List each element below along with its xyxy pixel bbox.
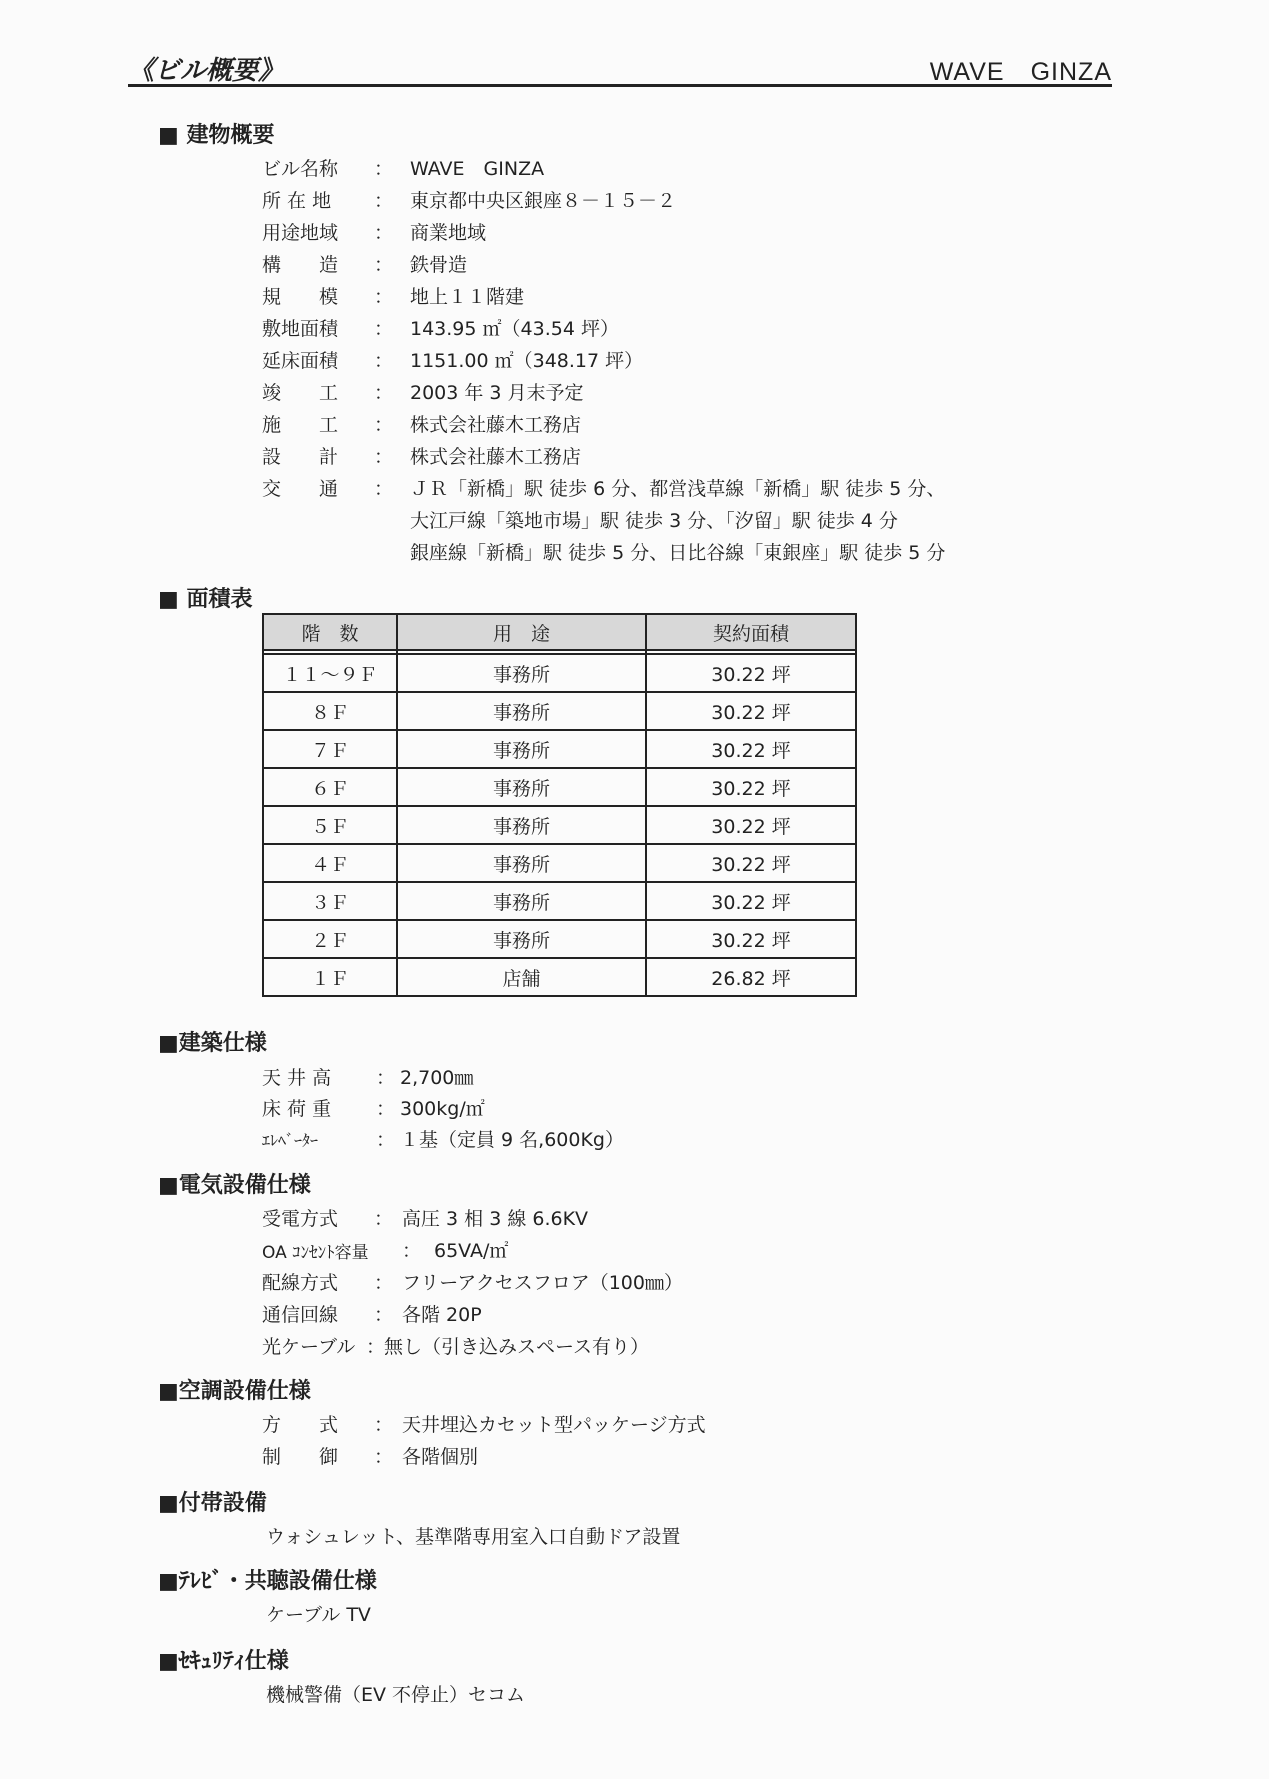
section-ancillary: ■付帯設備 <box>158 1491 267 1516</box>
spec-value: ＪＲ「新橋」駅 徒歩 6 分、都営浅草線「新橋」駅 徒歩 5 分、 <box>410 478 946 500</box>
table-header-row <box>263 614 856 650</box>
spec-label: 用途地域 <box>262 222 339 244</box>
table-row <box>263 882 856 920</box>
use-cell: 事務所 <box>397 654 646 692</box>
table-row <box>263 692 856 730</box>
spec-value: 地上１１階建 <box>410 286 525 308</box>
security-text: 機械警備（EV 不停止）セコム <box>266 1684 526 1706</box>
header-floor: 階 数 <box>263 614 397 650</box>
floor-cell: ４Ｆ <box>263 844 397 882</box>
colon: ： <box>374 318 394 340</box>
spec-label: 通信回線 <box>262 1304 339 1326</box>
use-cell: 店舗 <box>397 958 646 996</box>
spec-value: １基（定員 9 名,600Kg） <box>400 1129 624 1151</box>
spec-label: 施 工 <box>262 414 339 436</box>
spec-value: 鉄骨造 <box>410 254 468 276</box>
floor-cell: １Ｆ <box>263 958 397 996</box>
spec-value: WAVE GINZA <box>410 158 545 180</box>
section-tv: ■ﾃﾚﾋﾞ・共聴設備仕様 <box>158 1569 377 1594</box>
use-cell: 事務所 <box>397 920 646 958</box>
area-cell: 30.22 坪 <box>646 806 856 844</box>
spec-label: 天 井 高 <box>262 1067 332 1089</box>
building-name-header: WAVE GINZA <box>929 58 1112 86</box>
colon: ： <box>376 1067 396 1089</box>
table-row <box>263 920 856 958</box>
spec-value: 各階個別 <box>402 1446 479 1468</box>
spec-label: 所 在 地 <box>262 190 332 212</box>
colon: ： <box>374 254 394 276</box>
ancillary-text: ウォシュレット、基準階専用室入口自動ドア設置 <box>266 1526 681 1548</box>
use-cell: 事務所 <box>397 768 646 806</box>
colon: ： <box>376 1098 396 1120</box>
section-area-table: ■ 面積表 <box>158 587 253 612</box>
colon: ： <box>374 1446 394 1468</box>
area-cell: 30.22 坪 <box>646 768 856 806</box>
colon: ： <box>374 478 394 500</box>
colon: ： <box>374 190 394 212</box>
spec-value: 2003 年 3 月末予定 <box>410 382 584 404</box>
spec-value: 65VA/㎡ <box>434 1240 509 1262</box>
spec-label: 床 荷 重 <box>262 1098 332 1120</box>
spec-label: 配線方式 <box>262 1272 339 1294</box>
spec-value: 各階 20P <box>402 1304 482 1326</box>
spec-value: 天井埋込カセット型パッケージ方式 <box>402 1414 706 1436</box>
table-row <box>263 958 856 996</box>
transport-text: 大江戸線「築地市場」駅 徒歩 3 分、「汐留」駅 徒歩 4 分 <box>410 510 898 532</box>
spec-value: 2,700㎜ <box>400 1067 474 1089</box>
section-electrical: ■電気設備仕様 <box>158 1173 311 1198</box>
spec-label: 敷地面積 <box>262 318 339 340</box>
tv-text: ケーブル TV <box>266 1604 371 1626</box>
use-cell: 事務所 <box>397 844 646 882</box>
colon: ： <box>374 350 394 372</box>
spec-label: ビル名称 <box>262 158 339 180</box>
spec-label: 竣 工 <box>262 382 339 404</box>
use-cell: 事務所 <box>397 882 646 920</box>
floor-cell: ２Ｆ <box>263 920 397 958</box>
table-row <box>263 844 856 882</box>
floor-cell: ５Ｆ <box>263 806 397 844</box>
colon: ： <box>402 1240 422 1262</box>
floor-cell: ３Ｆ <box>263 882 397 920</box>
area-cell: 30.22 坪 <box>646 882 856 920</box>
spec-label: 規 模 <box>262 286 339 308</box>
table-row <box>263 806 856 844</box>
area-cell: 30.22 坪 <box>646 730 856 768</box>
spec-value: 株式会社藤木工務店 <box>410 446 582 468</box>
floor-cell: １１～９Ｆ <box>263 654 397 692</box>
colon: ： <box>374 446 394 468</box>
spec-label: 設 計 <box>262 446 339 468</box>
section-security: ■ｾｷｭﾘﾃｨ仕様 <box>158 1649 289 1674</box>
spec-label: OA ｺﾝｾﾝﾄ容量 <box>262 1243 369 1263</box>
area-cell: 30.22 坪 <box>646 920 856 958</box>
colon: ： <box>374 1304 394 1326</box>
spec-value: 商業地域 <box>410 222 487 244</box>
spec-value: 1151.00 ㎡（348.17 坪） <box>410 350 644 372</box>
page-header <box>128 48 1112 87</box>
floor-cell: ６Ｆ <box>263 768 397 806</box>
spec-label: 構 造 <box>262 254 339 276</box>
spec-label: 延床面積 <box>262 350 339 372</box>
colon: ： <box>374 286 394 308</box>
spec-value: 株式会社藤木工務店 <box>410 414 582 436</box>
colon: ： <box>374 1208 394 1230</box>
area-cell: 30.22 坪 <box>646 654 856 692</box>
header-use: 用 途 <box>397 614 646 650</box>
colon: ： <box>366 1336 386 1358</box>
colon: ： <box>374 414 394 436</box>
area-table <box>262 613 857 997</box>
use-cell: 事務所 <box>397 806 646 844</box>
table-row <box>263 730 856 768</box>
table-row <box>263 768 856 806</box>
colon: ： <box>374 158 394 180</box>
area-cell: 30.22 坪 <box>646 844 856 882</box>
header-area: 契約面積 <box>646 614 856 650</box>
use-cell: 事務所 <box>397 692 646 730</box>
section-building-overview: ■ 建物概要 <box>158 123 275 148</box>
spec-value: 東京都中央区銀座８－１５－２ <box>410 190 677 212</box>
spec-label: 交 通 <box>262 478 339 500</box>
area-cell: 30.22 坪 <box>646 692 856 730</box>
colon: ： <box>374 1272 394 1294</box>
spec-label: 受電方式 <box>262 1208 339 1230</box>
table-row <box>263 654 856 692</box>
area-cell: 26.82 坪 <box>646 958 856 996</box>
spec-label: 光ケーブル <box>262 1336 356 1358</box>
floor-cell: ７Ｆ <box>263 730 397 768</box>
section-hvac: ■空調設備仕様 <box>158 1379 311 1404</box>
spec-value: 300kg/㎡ <box>400 1098 485 1120</box>
doc-title: 《ビル概要》 <box>128 56 285 86</box>
colon: ： <box>374 1414 394 1436</box>
colon: ： <box>374 222 394 244</box>
spec-label: 制 御 <box>262 1446 339 1468</box>
transport-text: 銀座線「新橋」駅 徒歩 5 分、日比谷線「東銀座」駅 徒歩 5 分 <box>410 542 946 564</box>
spec-value: 無し（引き込みスペース有り） <box>384 1336 650 1358</box>
section-architecture: ■建築仕様 <box>158 1031 267 1056</box>
colon: ： <box>376 1129 396 1151</box>
spec-label: 方 式 <box>262 1414 339 1436</box>
spec-value: 高圧 3 相 3 線 6.6KV <box>402 1208 589 1230</box>
spec-label: ｴﾚﾍﾞｰﾀｰ <box>262 1131 319 1150</box>
spec-value: フリーアクセスフロア（100㎜） <box>402 1272 683 1294</box>
floor-cell: ８Ｆ <box>263 692 397 730</box>
spec-value: 143.95 ㎡（43.54 坪） <box>410 318 619 340</box>
use-cell: 事務所 <box>397 730 646 768</box>
colon: ： <box>374 382 394 404</box>
